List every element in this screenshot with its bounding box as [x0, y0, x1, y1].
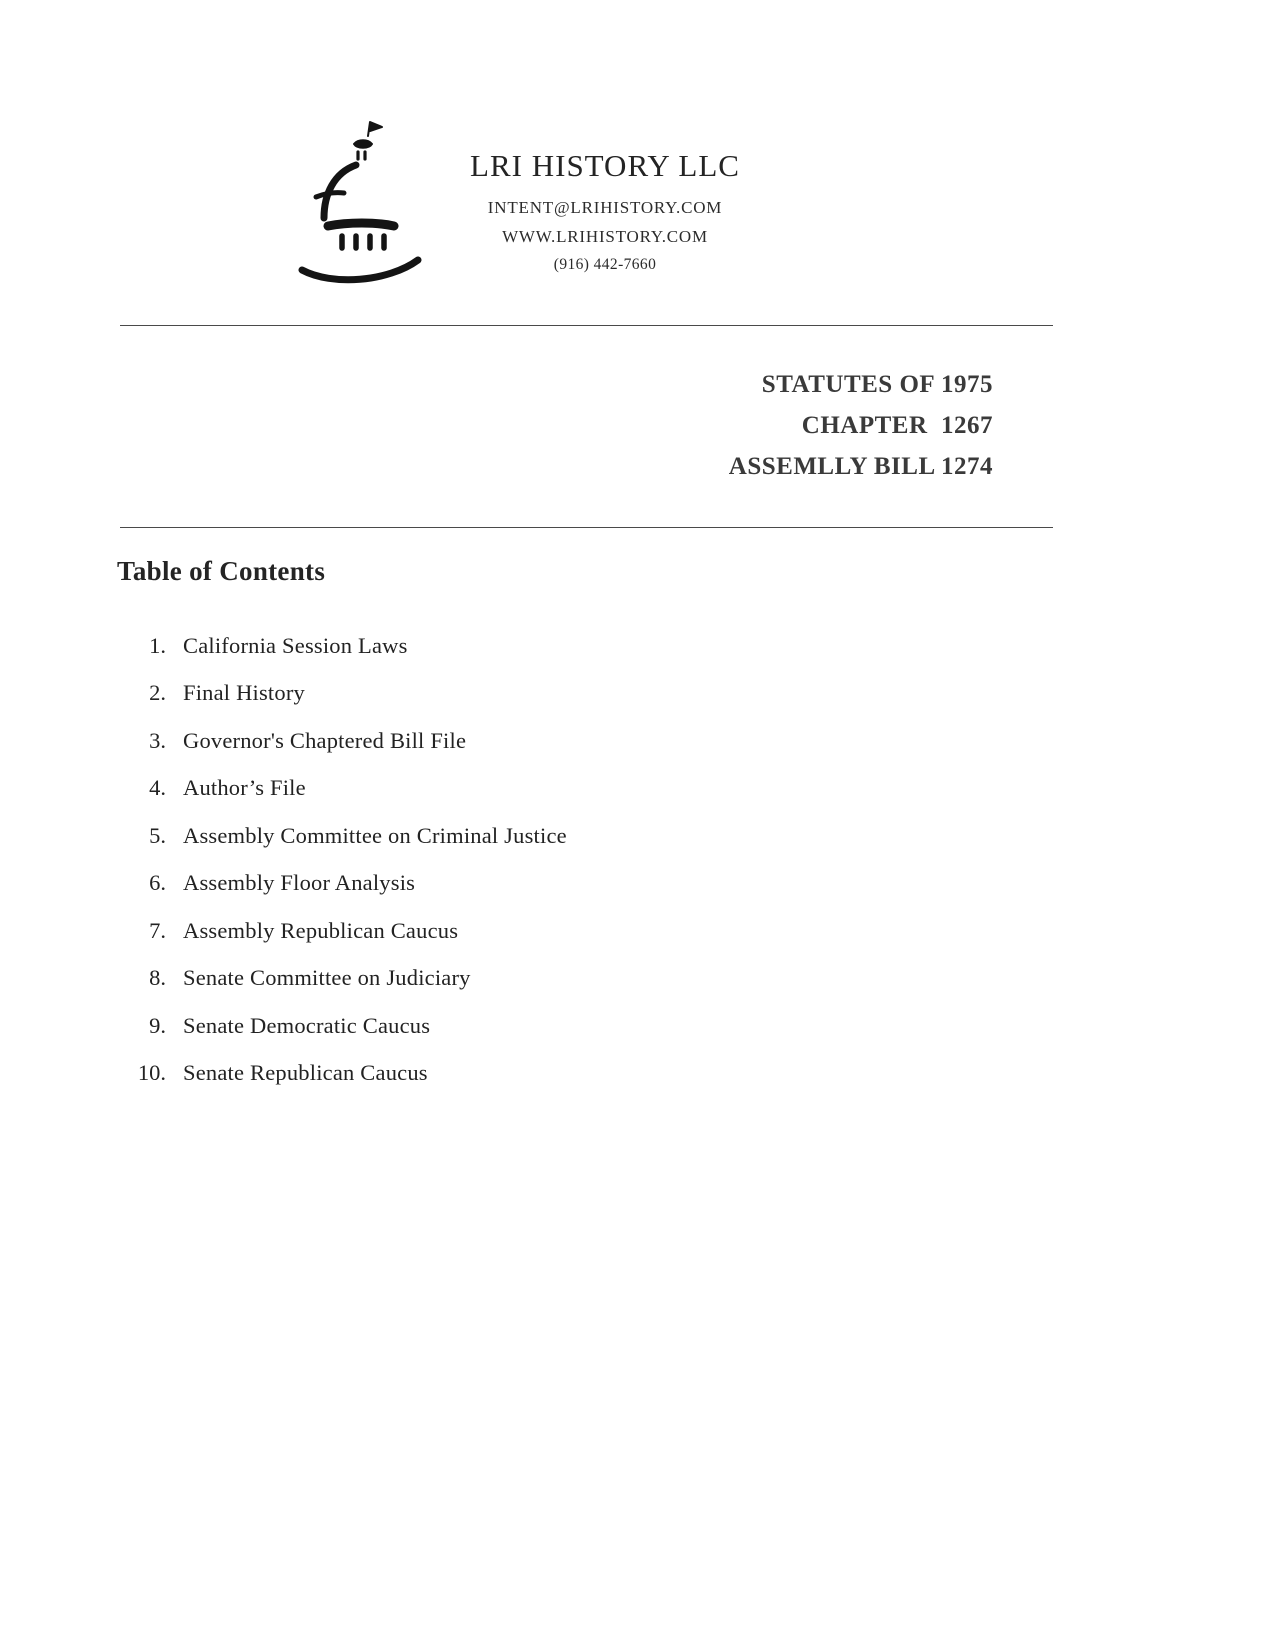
- toc-item: [120, 765, 920, 813]
- company-website: WWW.LRIHISTORY.COM: [502, 227, 708, 246]
- toc-item: [120, 907, 920, 955]
- toc-item-number: 1.: [149, 632, 166, 658]
- toc-item-number: 2.: [149, 680, 166, 706]
- bill-line: ASSEMLLY BILL 1274: [728, 453, 993, 480]
- toc-item-number: 8.: [149, 965, 166, 991]
- toc-item-label: Assembly Committee on Criminal Justice: [183, 822, 567, 848]
- toc-item-number: 7.: [149, 917, 166, 943]
- toc-list: [120, 622, 920, 1097]
- divider-top: [120, 325, 1053, 326]
- toc-item-label: Assembly Floor Analysis: [183, 870, 416, 896]
- toc-item-number: 5.: [149, 822, 166, 848]
- toc-item-label: Governor's Chaptered Bill File: [183, 727, 467, 753]
- toc-item-label: Assembly Republican Caucus: [183, 917, 459, 943]
- toc-item-number: 9.: [149, 1012, 166, 1038]
- toc-item: [120, 1050, 920, 1098]
- toc-item: [120, 717, 920, 765]
- company-name: LRI HISTORY LLC: [470, 148, 740, 183]
- toc-item: [120, 622, 920, 670]
- company-header: [430, 148, 780, 274]
- toc-item: [120, 812, 920, 860]
- company-phone: (916) 442-7660: [553, 256, 657, 273]
- toc-item-label: Senate Republican Caucus: [183, 1060, 428, 1086]
- toc-item-label: Senate Democratic Caucus: [183, 1012, 431, 1038]
- toc-item: [120, 670, 920, 718]
- toc-item-number: 10.: [137, 1060, 166, 1086]
- toc-item: [120, 1002, 920, 1050]
- chapter-line: CHAPTER 1267: [801, 412, 993, 439]
- company-email: INTENT@LRIHISTORY.COM: [487, 198, 723, 217]
- toc-title: Table of Contents: [117, 556, 326, 586]
- toc-item-label: Senate Committee on Judiciary: [183, 965, 471, 991]
- reference-block: [729, 364, 993, 487]
- toc-item-label: Author’s File: [183, 775, 306, 801]
- statutes-line: STATUTES OF 1975: [761, 371, 993, 398]
- toc-item-label: Final History: [183, 680, 305, 706]
- divider-bottom: [120, 527, 1053, 528]
- toc-item-number: 6.: [149, 870, 166, 896]
- company-logo: [292, 118, 432, 293]
- toc-item-number: 4.: [149, 775, 166, 801]
- capitol-icon: [292, 118, 432, 293]
- toc-item-number: 3.: [149, 727, 166, 753]
- toc-item: [120, 860, 920, 908]
- toc-item: [120, 955, 920, 1003]
- toc-item-label: California Session Laws: [183, 632, 408, 658]
